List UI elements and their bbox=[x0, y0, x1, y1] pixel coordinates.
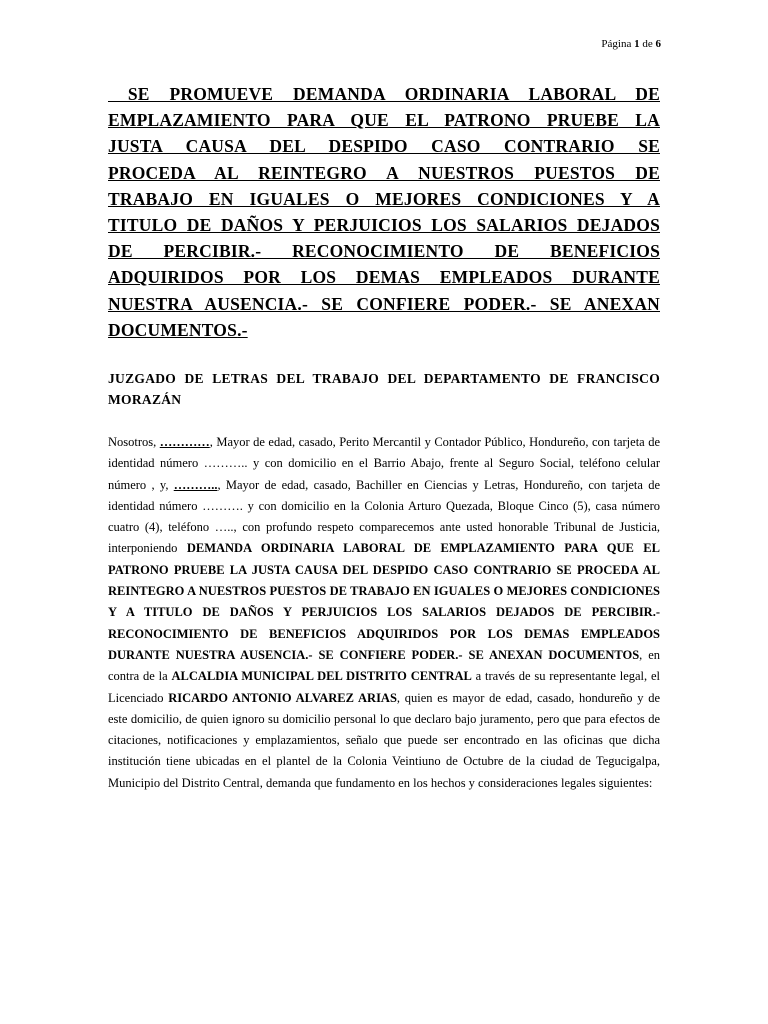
title-last-word: DOCUMENTOS bbox=[108, 319, 238, 340]
plaintiff-name-2: ……….. bbox=[173, 477, 218, 492]
page-number bbox=[601, 38, 661, 50]
page-of: de bbox=[642, 38, 653, 50]
title-line: JUSTA CAUSA DEL DESPIDO CASO CONTRARIO SE bbox=[108, 136, 660, 157]
page-prefix: Página bbox=[601, 38, 632, 50]
page-total: 6 bbox=[655, 38, 661, 50]
body-text: , Mayor de edad, casado, Bachiller en Ciencias y Letras, Hondureño, con tarjeta de identidad número ………. y con domicilio en la Colonia Arturo Quezada, Bloque Cinco (5), casa número cuatro (4), teléfono ….., con profundo respeto comparecemos ante usted honorable Tribunal de Justicia, interponiendo bbox=[108, 477, 660, 556]
title-line: TITULO DE DAÑOS Y PERJUICIOS LOS SALARIOS DEJADOS bbox=[108, 215, 660, 236]
document-title bbox=[108, 81, 660, 343]
demand-title-inline: DEMANDA ORDINARIA LABORAL DE EMPLAZAMIENTO PARA QUE EL PATRONO PRUEBE LA JUSTA CAUSA DEL DESPIDO CASO CONTRARIO SE PROCEDA AL REINTEGRO A NUESTROS PUESTOS DE TRABAJO EN IGUALES O MEJORES CONDICIONES Y A TITULO DE DAÑOS Y PERJUICIOS LOS SALARIOS DEJADOS DE PERCIBIR.- RECONOCIMIENTO DE BENEFICIOS ADQUIRIDOS POR LOS DEMAS EMPLEADOS DURANTE NUESTRA AUSENCIA.- SE CONFIERE PODER.- SE ANEXAN DOCUMENTOS bbox=[108, 541, 660, 662]
page-current: 1 bbox=[634, 38, 640, 50]
defendant-name: ALCALDIA MUNICIPAL DEL DISTRITO CENTRAL bbox=[171, 669, 472, 684]
plaintiff-name-1: ………… bbox=[159, 435, 210, 449]
title-last-suffix: .- bbox=[237, 319, 248, 340]
title-line: SE PROMUEVE DEMANDA ORDINARIA LABORAL DE bbox=[108, 84, 660, 104]
body-text: a través de su representante legal, el Licenciado bbox=[108, 669, 660, 705]
title-last-line bbox=[108, 317, 660, 343]
title-line: DE PERCIBIR.- RECONOCIMIENTO DE BENEFICIOS bbox=[108, 241, 660, 262]
body-text: , quien es mayor de edad, casado, hondureño y de este domicilio, de quien ignoro su domicilio personal lo que declaro bajo juramento, pero que para efectos de citaciones, notificaciones y emplazamientos, señalo que puede ser encontrado en las oficinas que dicha institución tiene ubicadas en el plantel de la Colonia Veintiuno de Octubre de la ciudad de Tegucigalpa, Municipio del Distrito Central, demanda que fundamento en los hechos y consideraciones legales siguientes: bbox=[108, 690, 661, 790]
body-text: , en contra de la bbox=[108, 647, 660, 684]
title-line: NUESTRA AUSENCIA.- SE CONFIERE PODER.- SE ANEXAN bbox=[108, 293, 660, 314]
court-heading: JUZGADO DE LETRAS DEL TRABAJO DEL DEPARTAMENTO DE FRANCISCO MORAZÁN bbox=[108, 371, 660, 407]
body-text: Nosotros, bbox=[108, 435, 160, 449]
title-line: PROCEDA AL REINTEGRO A NUESTROS PUESTOS DE bbox=[108, 162, 660, 183]
body-paragraph bbox=[108, 432, 660, 794]
title-line: TRABAJO EN IGUALES O MEJORES CONDICIONES Y A bbox=[108, 188, 660, 209]
body-text: , Mayor de edad, casado, Perito Mercantil y Contador Público, Hondureño, con tarjeta de identidad número ……….. y con domicilio en el Barrio Abajo, frente al Seguro Social, teléfono celular número , y, bbox=[108, 435, 660, 492]
title-line: EMPLAZAMIENTO PARA QUE EL PATRONO PRUEBE LA bbox=[108, 110, 660, 131]
title-line: ADQUIRIDOS POR LOS DEMAS EMPLEADOS DURANTE bbox=[108, 267, 660, 288]
representative-name: RICARDO ANTONIO ALVAREZ ARIAS bbox=[168, 690, 397, 705]
